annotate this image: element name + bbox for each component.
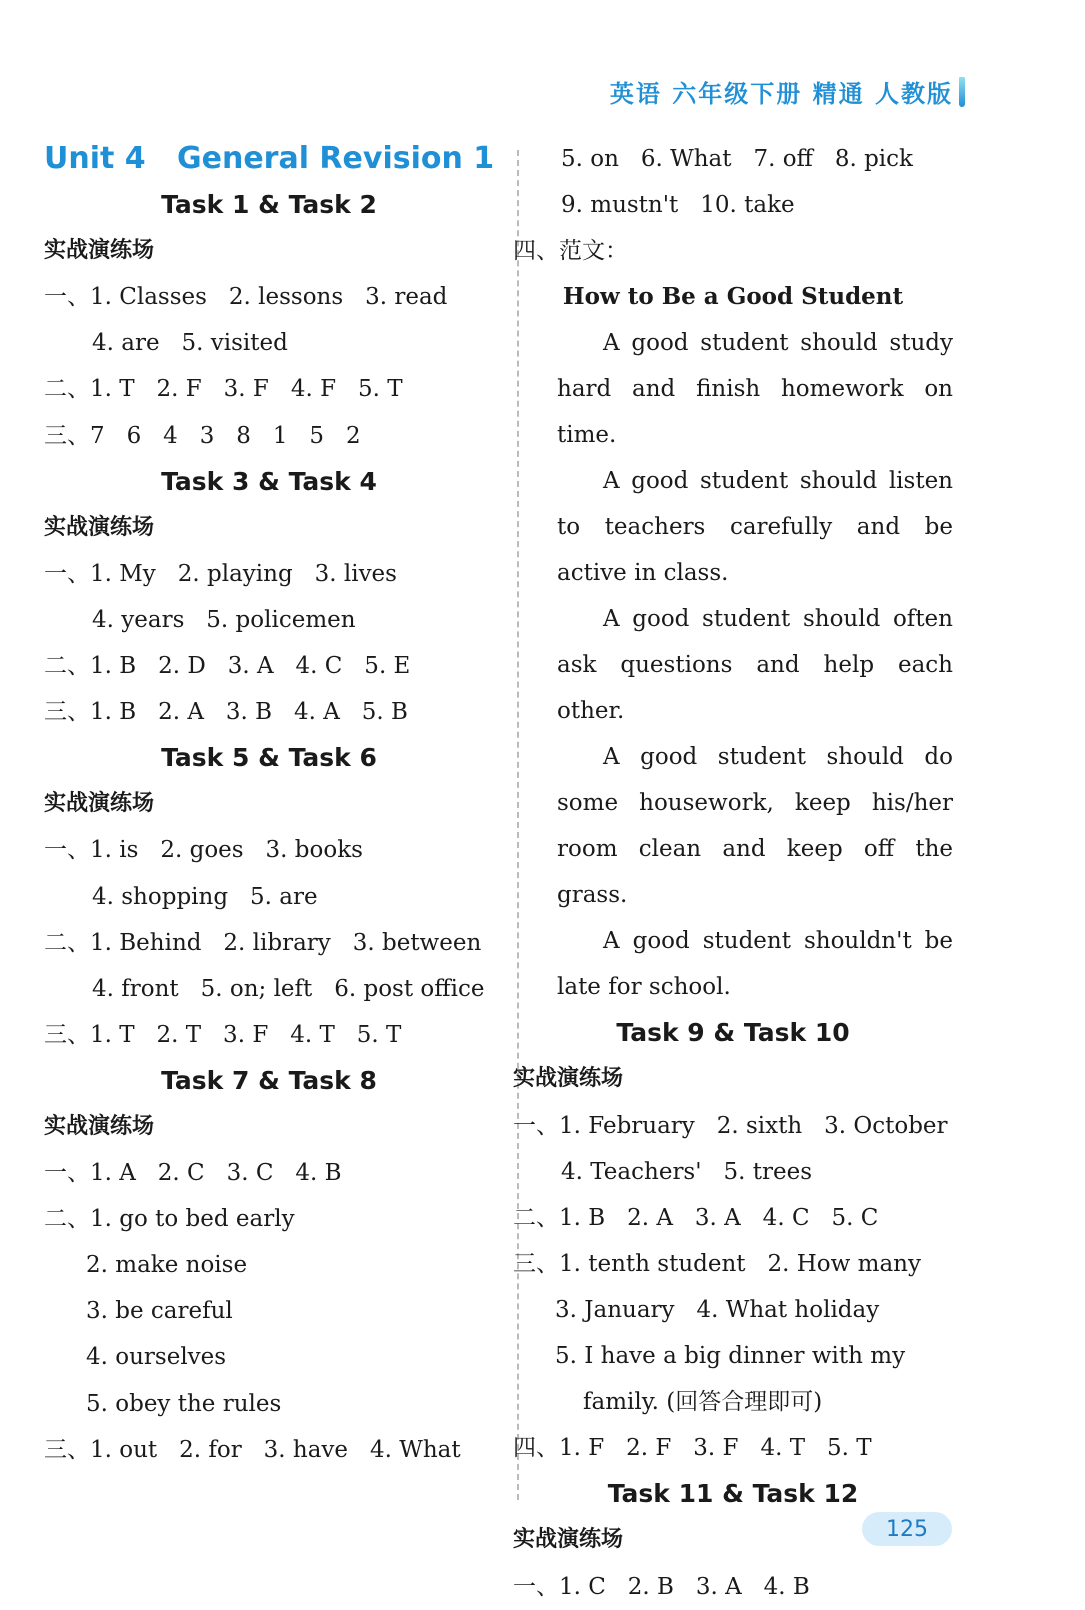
answer-line: 2. make noise bbox=[86, 1252, 248, 1279]
section-heading: 实战演练场 bbox=[44, 238, 155, 264]
header-text: 英语 六年级下册 精通 人教版 bbox=[609, 80, 953, 108]
left-column bbox=[44, 136, 494, 1473]
essay-label: 四、范文： bbox=[513, 238, 628, 265]
book-header bbox=[610, 74, 965, 109]
answer-line: 9. mustn't 10. take bbox=[561, 192, 795, 219]
answer-line: 二、1. B 2. D 3. A 4. C 5. E bbox=[44, 653, 411, 680]
section-heading: 实战演练场 bbox=[44, 514, 155, 540]
section-heading: 实战演练场 bbox=[44, 1113, 155, 1139]
answer-line: 4. Teachers' 5. trees bbox=[561, 1158, 813, 1185]
answer-line: 4. front 5. on; left 6. post office bbox=[92, 975, 485, 1002]
task-heading: Task 7 & Task 8 bbox=[161, 1065, 377, 1095]
answer-line: 三、1. T 2. T 3. F 4. T 5. T bbox=[44, 1021, 402, 1048]
answer-line: 一、1. is 2. goes 3. books bbox=[44, 837, 363, 864]
answer-line: 5. obey the rules bbox=[86, 1390, 282, 1417]
answer-line: 二、1. go to bed early bbox=[44, 1206, 295, 1233]
answer-line: 一、1. February 2. sixth 3. October bbox=[513, 1112, 948, 1139]
task-heading: Task 11 & Task 12 bbox=[607, 1479, 859, 1509]
answer-line: 三、7 6 4 3 8 1 5 2 bbox=[44, 422, 361, 449]
answer-line: 三、1. out 2. for 3. have 4. What bbox=[44, 1436, 461, 1463]
essay-title: How to Be a Good Student bbox=[562, 283, 904, 311]
answer-line: 4. years 5. policemen bbox=[92, 606, 356, 633]
answer-line: 5. on 6. What 7. off 8. pick bbox=[561, 146, 913, 172]
task-heading: Task 1 & Task 2 bbox=[161, 190, 377, 220]
answer-line: 三、1. B 2. A 3. B 4. A 5. B bbox=[44, 699, 408, 726]
answer-line: 一、1. C 2. B 3. A 4. B bbox=[513, 1573, 810, 1600]
answer-line: 4. shopping 5. are bbox=[92, 883, 318, 910]
page-number-badge bbox=[862, 1512, 952, 1546]
answer-line: 三、1. tenth student 2. How many bbox=[513, 1250, 921, 1277]
answer-line: family. (回答合理即可) bbox=[583, 1389, 823, 1416]
task-heading: Task 3 & Task 4 bbox=[161, 466, 377, 496]
answer-line: 二、1. B 2. A 3. A 4. C 5. C bbox=[513, 1204, 879, 1231]
answer-line: 4. are 5. visited bbox=[92, 330, 288, 357]
answer-line: 一、1. My 2. playing 3. lives bbox=[44, 560, 397, 587]
answer-line: 二、1. T 2. F 3. F 4. F 5. T bbox=[44, 376, 403, 403]
answer-line: 二、1. Behind 2. library 3. between bbox=[44, 929, 482, 956]
page-number: 125 bbox=[886, 1516, 928, 1542]
section-heading: 实战演练场 bbox=[513, 1527, 624, 1553]
essay-paragraph: A good student should often ask questions and help each other. bbox=[557, 606, 953, 725]
pen-icon bbox=[959, 77, 965, 107]
essay-paragraph: A good student should listen to teachers carefully and be active in class. bbox=[557, 468, 953, 587]
unit-title: Unit 4 General Revision 1 bbox=[44, 141, 495, 176]
answer-line: 一、1. Classes 2. lessons 3. read bbox=[44, 284, 448, 311]
answer-line: 5. I have a big dinner with my bbox=[555, 1343, 906, 1370]
answer-line: 一、1. A 2. C 3. C 4. B bbox=[44, 1160, 342, 1187]
essay-paragraph: A good student should do some housework, keep his/her room clean and keep off the grass. bbox=[557, 744, 953, 909]
answer-line: 4. ourselves bbox=[86, 1344, 227, 1371]
answer-line: 3. January 4. What holiday bbox=[555, 1296, 880, 1323]
essay-paragraph: A good student shouldn't be late for school. bbox=[557, 928, 953, 1001]
answer-line: 四、1. F 2. F 3. F 4. T 5. T bbox=[513, 1435, 872, 1462]
task-heading: Task 9 & Task 10 bbox=[616, 1018, 850, 1048]
section-heading: 实战演练场 bbox=[44, 791, 155, 817]
task-heading: Task 5 & Task 6 bbox=[161, 743, 377, 773]
section-heading: 实战演练场 bbox=[513, 1066, 624, 1092]
answer-line: 3. be careful bbox=[86, 1298, 233, 1325]
right-column bbox=[513, 136, 953, 1610]
essay-paragraph: A good student should study hard and finish homework on time. bbox=[557, 330, 953, 449]
